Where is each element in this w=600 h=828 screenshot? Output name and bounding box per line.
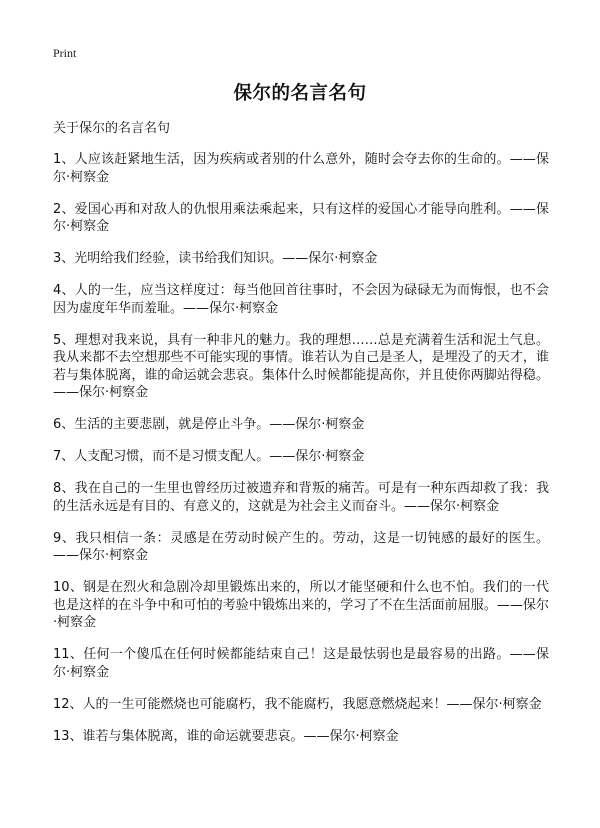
quote-item-1: 1、人应该赶紧地生活，因为疾病或者别的什么意外，随时会夺去你的生命的。——保尔·柯察金 [53, 152, 549, 185]
quote-item-9: 9、我只相信一条：灵感是在劳动时候产生的。劳动，这是一切钝感的最好的医生。——保尔·柯察金 [53, 530, 549, 563]
quote-item-2: 2、爱国心再和对敌人的仇恨用乘法乘起来，只有这样的爱国心才能导向胜利。——保尔·柯察金 [53, 201, 549, 234]
quote-item-4: 4、人的一生，应当这样度过：每当他回首往事时，不会因为碌碌无为而悔恨，也不会因为虚度年华而羞耻。——保尔·柯察金 [53, 283, 549, 316]
quote-item-13: 13、谁若与集体脱离，谁的命运就要悲哀。——保尔·柯察金 [53, 728, 399, 744]
quote-item-6: 6、生活的主要悲剧，就是停止斗争。——保尔·柯察金 [53, 417, 365, 432]
print-label: Print [53, 46, 77, 60]
intro-text: 关于保尔的名言名句 [53, 121, 171, 136]
quote-item-7: 7、人支配习惯，而不是习惯支配人。——保尔·柯察金 [53, 449, 365, 464]
quote-list [53, 151, 549, 760]
quote-item-12: 12、人的一生可能燃烧也可能腐朽，我不能腐朽，我愿意燃烧起来！——保尔·柯察金 [53, 696, 542, 712]
page-title: 保尔的名言名句 [233, 83, 367, 104]
quote-item-8: 8、我在自己的一生里也曾经历过被遗弃和背叛的痛苦。可是有一种东西却救了我：我的生活永远是有目的、有意义的，这就是为社会主义而奋斗。——保尔·柯察金 [53, 481, 549, 514]
quote-item-3: 3、光明给我们经验，读书给我们知识。——保尔·柯察金 [53, 251, 378, 266]
quote-item-11: 11、任何一个傻瓜在任何时候都能结束自己！这是最怯弱也是最容易的出路。——保尔·柯察金 [53, 647, 549, 680]
quote-item-5: 5、理想对我来说，具有一种非凡的魅力。我的理想……总是充满着生活和泥土气息。我从来都不去空想那些不可能实现的事情。谁若认为自己是圣人，是埋没了的天才，谁若与集体脱离，谁的命运就会悲哀。集体什么时候都能提高你，并且使你两脚站得稳。——保尔·柯察金 [53, 332, 549, 400]
quote-item-10: 10、钢是在烈火和急剧冷却里锻炼出来的，所以才能坚硬和什么也不怕。我们的一代也是这样的在斗争中和可怕的考验中锻炼出来的，学习了不在生活面前屈服。——保尔·柯察金 [53, 580, 549, 630]
